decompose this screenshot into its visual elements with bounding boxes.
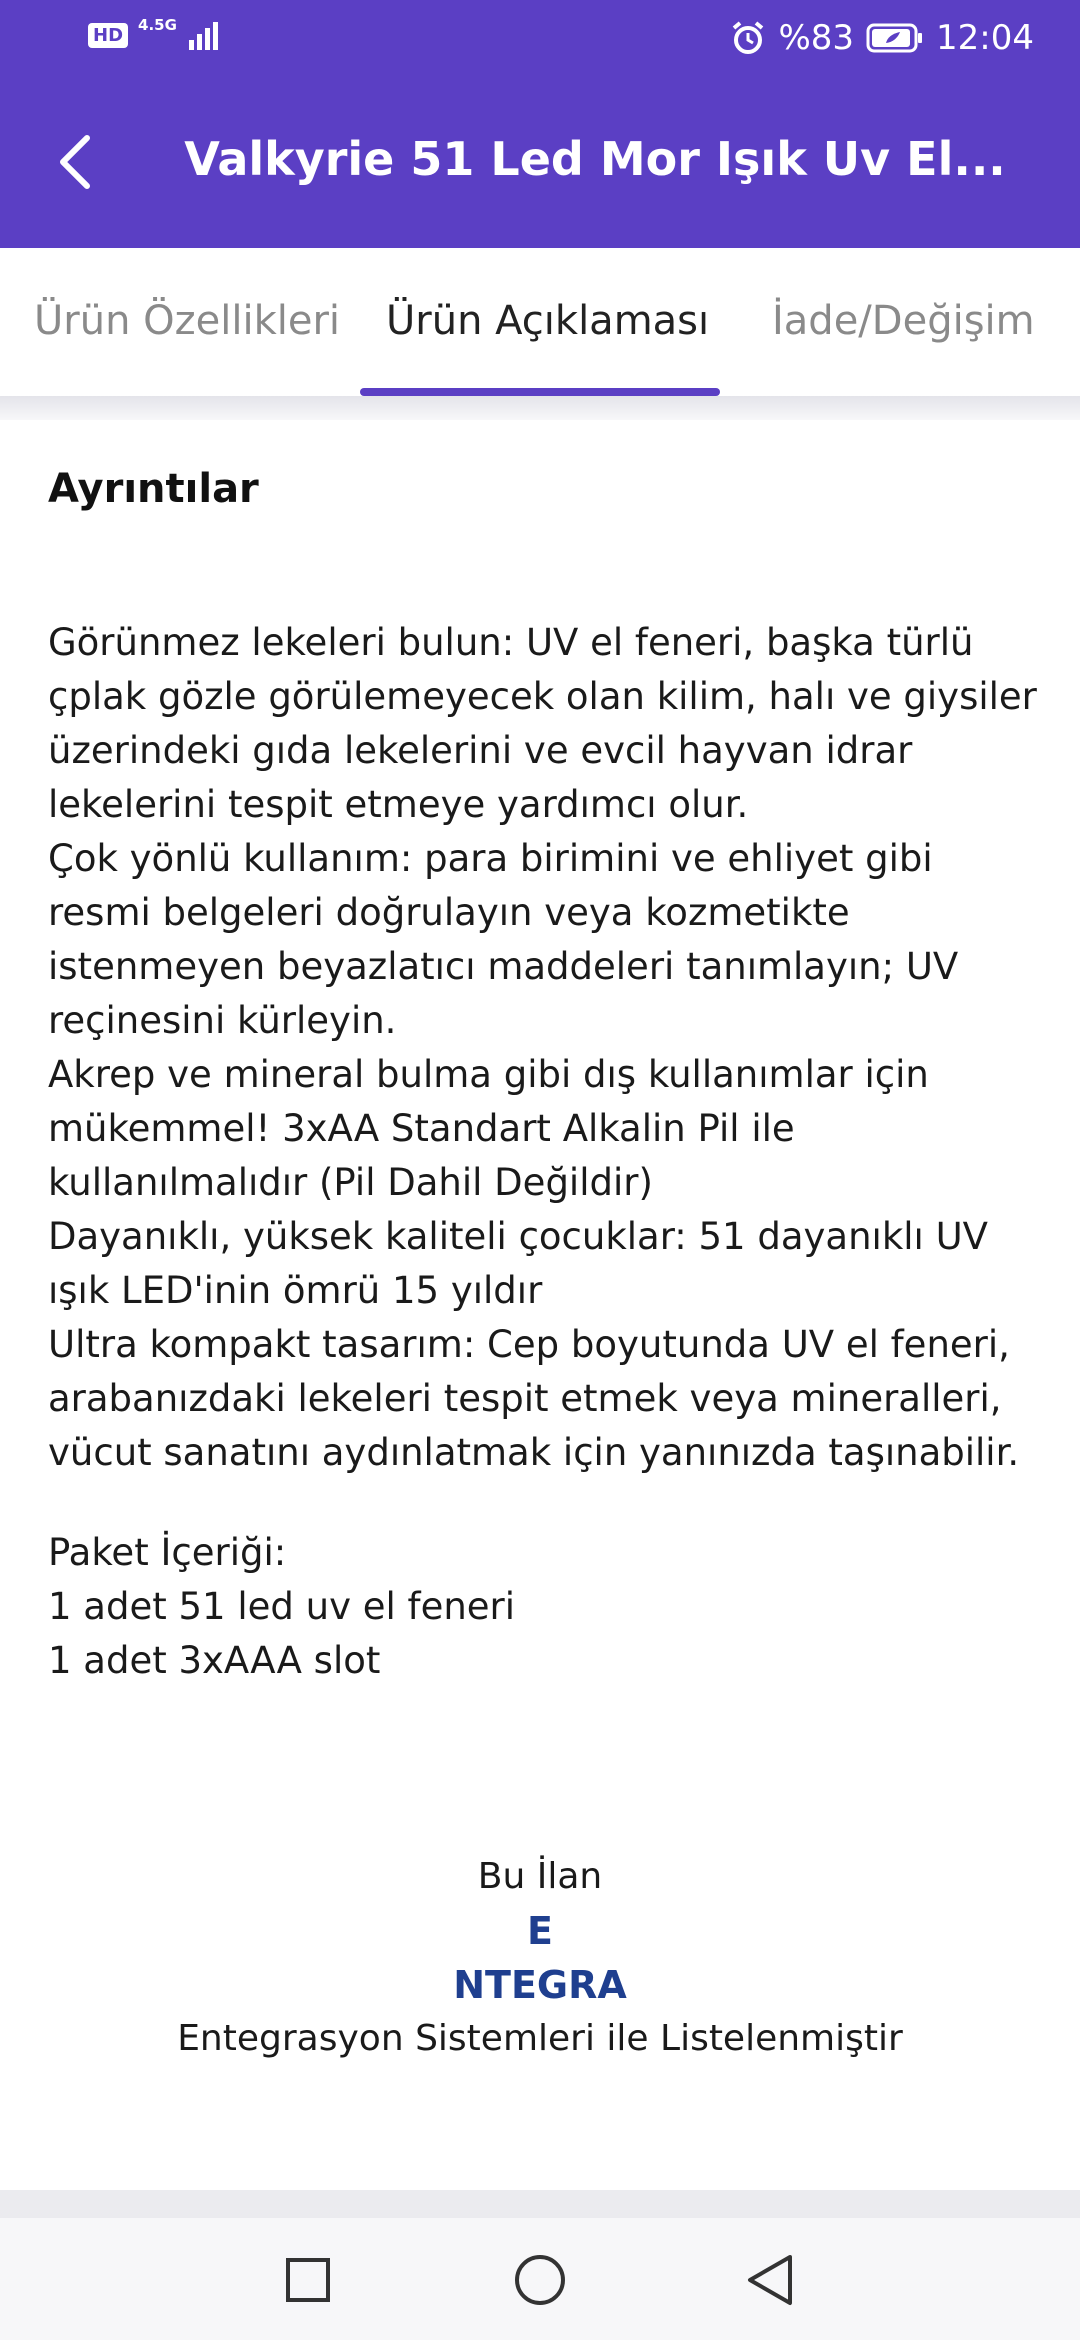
listing-footer xyxy=(0,1850,1080,2066)
bottom-divider xyxy=(0,2190,1080,2218)
tab-returns[interactable]: İade/Değişim xyxy=(772,298,1035,344)
signal-icon xyxy=(187,20,223,50)
description-content xyxy=(48,466,1038,1688)
package-title: Paket İçeriği: xyxy=(48,1531,287,1574)
triangle-back-icon xyxy=(744,2253,796,2307)
system-back-button[interactable] xyxy=(730,2240,810,2320)
brand-logo-line1: E xyxy=(527,1909,553,1953)
description-paragraph: Ultra kompakt tasarım: Cep boyutunda UV el feneri, arabanızdaki lekeleri tespit etmek veya mineralleri, vücut sanatını aydınlatmak için yanınızda taşınabilir. xyxy=(48,1323,1020,1474)
battery-percentage: %83 xyxy=(778,18,855,58)
description-paragraph: Görünmez lekeleri bulun: UV el feneri, başka türlü çplak gözle görülemeyecek olan kilim, halı ve giysiler üzerindeki gıda lekelerini ve evcil hayvan idrar lekelerini tespit etmeye yardımcı olur. xyxy=(48,621,1037,826)
battery-icon xyxy=(866,23,924,53)
tab-divider xyxy=(0,396,1080,420)
home-button[interactable] xyxy=(500,2240,580,2320)
hd-badge: HD xyxy=(88,23,128,48)
package-contents xyxy=(48,1526,1038,1688)
back-button[interactable] xyxy=(40,127,110,197)
listing-footer-text: Entegrasyon Sistemleri ile Listelenmiştir xyxy=(177,2018,903,2059)
recent-apps-button[interactable] xyxy=(268,2240,348,2320)
tab-bar xyxy=(0,248,1080,396)
status-left xyxy=(88,16,223,50)
app-bar xyxy=(0,82,1080,248)
description-text xyxy=(48,616,1038,1480)
system-nav-bar xyxy=(0,2218,1080,2340)
status-right xyxy=(730,18,1034,58)
tab-product-description[interactable]: Ürün Açıklaması xyxy=(386,298,710,344)
square-icon xyxy=(284,2256,332,2304)
listing-footer-intro: Bu İlan xyxy=(477,1856,603,1897)
clock: 12:04 xyxy=(936,18,1034,58)
page-title: Valkyrie 51 Led Mor Işık Uv El... xyxy=(184,132,1006,186)
description-paragraph: Çok yönlü kullanım: para birimini ve ehliyet gibi resmi belgeleri doğrulayın veya kozmetikte istenmeyen beyazlatıcı maddeleri tanımlayın; UV reçinesini kürleyin. xyxy=(48,837,959,1042)
section-title: Ayrıntılar xyxy=(48,466,259,512)
circle-icon xyxy=(513,2253,567,2307)
description-paragraph: Akrep ve mineral bulma gibi dış kullanımlar için mükemmel! 3xAA Standart Alkalin Pil ile kullanılmalıdır (Pil Dahil Değildir) xyxy=(48,1053,929,1204)
back-arrow-icon xyxy=(55,134,95,190)
network-type: 4.5G xyxy=(138,16,177,34)
alarm-icon xyxy=(730,20,766,56)
active-tab-indicator xyxy=(360,388,720,396)
tab-product-features[interactable]: Ürün Özellikleri xyxy=(34,298,341,344)
brand-logo-line2: NTEGRA xyxy=(453,1963,627,2007)
description-paragraph: Dayanıklı, yüksek kaliteli çocuklar: 51 dayanıklı UV ışık LED'inin ömrü 15 yıldır xyxy=(48,1215,988,1312)
status-bar xyxy=(0,0,1080,82)
package-item: 1 adet 3xAAA slot xyxy=(48,1639,381,1682)
package-item: 1 adet 51 led uv el feneri xyxy=(48,1585,516,1628)
